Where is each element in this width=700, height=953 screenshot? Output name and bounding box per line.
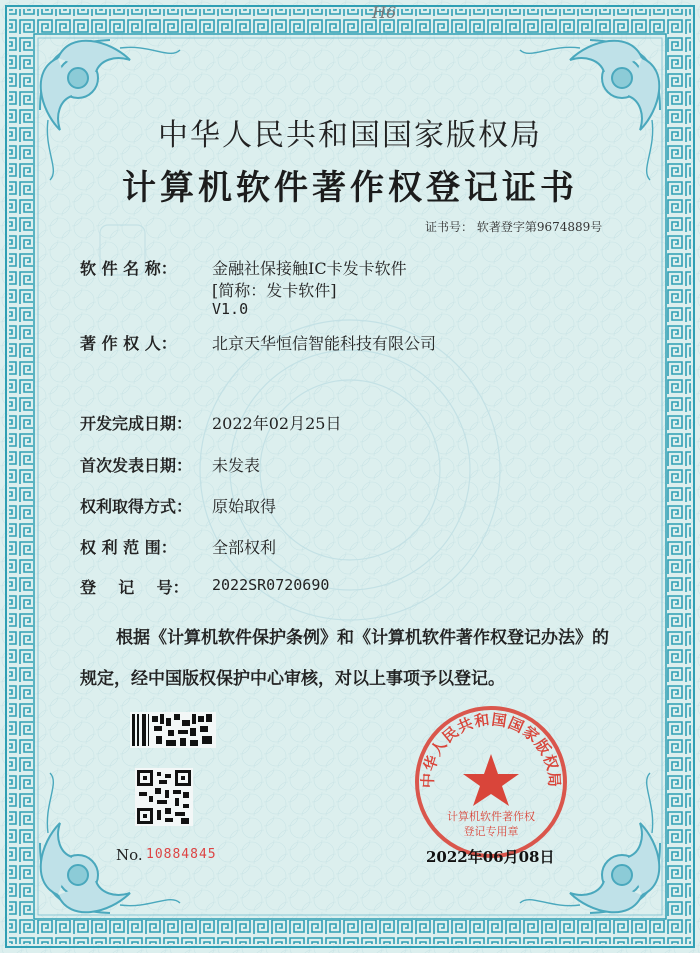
rights-scope-label: 权 利 范 围： xyxy=(80,538,177,557)
software-name-label: 软 件 名 称： xyxy=(80,259,177,278)
owner-value: 北京天华恒信智能科技有限公司 xyxy=(212,334,437,353)
statement-line-2: 规定，经中国版权保护中心审核，对以上事项予以登记。 xyxy=(80,669,505,689)
registration-number-value: 2022SR0720690 xyxy=(212,576,330,594)
acquire-method-label: 权利取得方式： xyxy=(80,497,193,516)
serial-label: No. xyxy=(116,846,143,864)
seal-center-line-2: 登记专用章 xyxy=(463,825,519,838)
handwritten-note: H6 xyxy=(372,3,397,22)
issuer-title: 中华人民共和国国家版权局 xyxy=(158,118,542,153)
seal-ring-text: 中华人民共和国国家版权局 xyxy=(418,710,564,789)
acquire-method-value: 原始取得 xyxy=(212,497,277,516)
software-short-name: [简称：发卡软件] xyxy=(212,281,337,300)
issue-date: 2022年06月08日 xyxy=(426,848,555,866)
serial-number: 10884845 xyxy=(146,847,217,862)
owner-label: 著 作 权 人： xyxy=(80,334,177,353)
publish-date-label: 首次发表日期： xyxy=(80,456,193,475)
rights-scope-value: 全部权利 xyxy=(212,538,277,557)
software-name-value: 金融社保接触IC卡发卡软件 xyxy=(212,259,407,278)
barcode-icon xyxy=(130,712,216,748)
completion-date-label: 开发完成日期： xyxy=(80,414,193,433)
statement-line-1: 根据《计算机软件保护条例》和《计算机软件著作权登记办法》的 xyxy=(116,628,609,648)
completion-date-value: 2022年02月25日 xyxy=(212,414,342,433)
seal-center-line-1: 计算机软件著作权 xyxy=(447,810,535,823)
registration-number-label: 登 记 号： xyxy=(80,578,189,597)
publish-date-value: 未发表 xyxy=(212,456,261,475)
qr-code-icon xyxy=(135,768,193,826)
software-version: V1.0 xyxy=(212,300,249,318)
certificate-title: 计算机软件著作权登记证书 xyxy=(122,168,578,208)
official-seal xyxy=(411,702,571,862)
certificate-number: 证书号： 软著登字第9674889号 xyxy=(425,220,603,234)
seal-star-icon xyxy=(463,754,519,806)
